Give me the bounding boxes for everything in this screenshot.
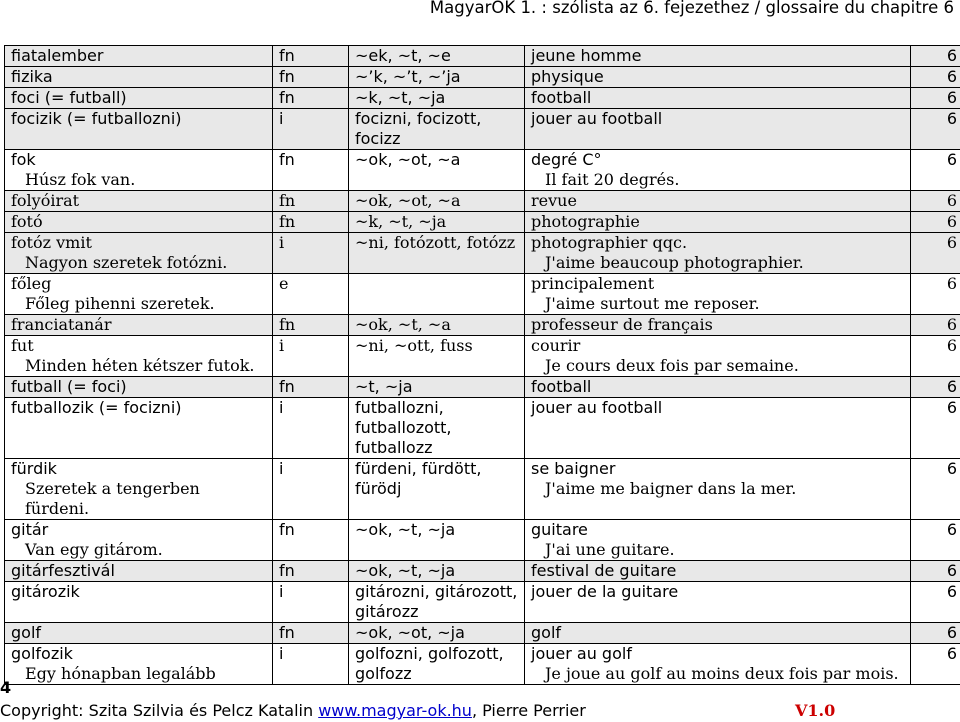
page-number: 4 [0,678,12,697]
translation-cell [525,46,911,67]
chapter-number: 6 [946,644,957,663]
chapter-number: 6 [946,398,957,417]
translation-cell [525,109,911,150]
headword: fotó [11,212,43,231]
glossary-row [5,109,960,150]
translation: football [531,88,592,107]
glossary-row [5,377,960,398]
part-of-speech-cell [273,315,349,336]
headword: gitározik [11,582,80,601]
part-of-speech-cell [273,109,349,150]
translation: principalement [531,274,655,293]
chapter-number: 6 [946,582,957,601]
example-sentence: Húsz fok van. [25,170,136,189]
glossary-table [4,45,960,685]
word-forms: focizni, focizott, focizz [355,109,482,148]
headword-cell [5,109,273,150]
chapter-number: 6 [946,520,957,539]
headword-cell [5,150,273,191]
example-translation: J'aime me baigner dans la mer. [545,479,797,498]
glossary-row [5,561,960,582]
translation: se baigner [531,459,616,478]
word-forms: golfozni, golfozott, golfozz [355,644,504,683]
translation: football [531,377,592,396]
forms-cell [349,67,525,88]
part-of-speech-cell [273,212,349,233]
translation: jouer de la guitare [531,582,679,601]
translation-cell [525,150,911,191]
version-label: V1.0 [795,701,836,720]
part-of-speech-cell [273,520,349,561]
headword: franciatanár [11,315,112,334]
chapter-number: 6 [946,150,957,169]
copyright-text: Copyright: Szita Szilvia és Pelcz Katalin [0,701,319,720]
word-forms: fürdeni, fürdött, fürödj [355,459,482,498]
translation-cell [525,274,911,315]
translation: jouer au golf [531,644,632,663]
headword-cell [5,46,273,67]
part-of-speech: i [279,582,284,601]
headword: fiatalember [11,46,104,65]
chapter-cell [911,398,960,459]
translation-cell [525,212,911,233]
forms-cell [349,150,525,191]
translation: festival de guitare [531,561,677,580]
part-of-speech: e [279,274,289,293]
word-forms: futballozni, futballozott, futballozz [355,398,452,457]
part-of-speech: i [279,336,285,355]
example-sentence: Minden héten kétszer futok. [25,356,255,375]
word-forms: ~ok, ~t, ~ja [355,520,456,539]
chapter-cell [911,644,960,685]
headword-cell [5,377,273,398]
chapter-number: 6 [946,561,957,580]
chapter-cell [911,67,960,88]
headword: fut [11,336,34,355]
headword-cell [5,623,273,644]
translation: photographie [531,212,640,231]
part-of-speech: fn [279,561,295,580]
example-sentence: Van egy gitárom. [25,540,163,559]
headword: golf [11,623,42,642]
chapter-cell [911,459,960,520]
part-of-speech-cell [273,150,349,191]
chapter-number: 6 [946,212,957,231]
word-forms: ~ok, ~ot, ~a [355,150,461,169]
glossary-row [5,398,960,459]
headword-cell [5,67,273,88]
translation-cell [525,88,911,109]
chapter-number: 6 [946,336,957,355]
chapter-cell [911,233,960,274]
translation-cell [525,623,911,644]
translation: courir [531,336,581,355]
forms-cell [349,336,525,377]
chapter-cell [911,109,960,150]
translation: jouer au football [531,398,663,417]
example-translation: Je joue au golf au moins deux fois par mois. [545,664,899,683]
footer-copyright [0,701,586,720]
forms-cell [349,459,525,520]
glossary-row [5,336,960,377]
glossary-row [5,150,960,191]
website-link[interactable]: www.magyar-ok.hu [318,701,472,720]
chapter-cell [911,377,960,398]
headword: futball (= foci) [11,377,127,396]
headword-cell [5,212,273,233]
word-forms: gitározni, gitározott, gitározz [355,582,518,621]
part-of-speech: i [279,109,284,128]
example-sentence: Nagyon szeretek fotózni. [25,253,228,272]
headword-cell [5,336,273,377]
translation-cell [525,336,911,377]
glossary-row [5,582,960,623]
translation-cell [525,67,911,88]
glossary-row [5,191,960,212]
translation-cell [525,191,911,212]
word-forms: ~ok, ~t, ~ja [355,561,456,580]
headword-cell [5,459,273,520]
glossary-row [5,644,960,685]
part-of-speech: fn [279,191,296,210]
headword: golfozik [11,644,73,663]
part-of-speech-cell [273,274,349,315]
headword: fürdik [11,459,57,478]
part-of-speech-cell [273,191,349,212]
headword-cell [5,88,273,109]
chapter-number: 6 [946,88,957,107]
headword: folyóirat [11,191,80,210]
translation: guitare [531,520,588,539]
example-translation: J'ai une guitare. [545,540,675,559]
copyright-suffix: , Pierre Perrier [471,701,586,720]
part-of-speech-cell [273,377,349,398]
part-of-speech-cell [273,233,349,274]
glossary-row [5,212,960,233]
forms-cell [349,46,525,67]
part-of-speech-cell [273,561,349,582]
forms-cell [349,520,525,561]
word-forms: ~ok, ~t, ~a [355,315,451,334]
headword-cell [5,398,273,459]
part-of-speech-cell [273,623,349,644]
part-of-speech: fn [279,377,295,396]
forms-cell [349,274,525,315]
glossary-row [5,315,960,336]
glossary-row [5,233,960,274]
example-sentence: Egy hónapban legalább [25,664,216,683]
forms-cell [349,191,525,212]
part-of-speech: fn [279,315,296,334]
forms-cell [349,212,525,233]
translation: jouer au football [531,109,663,128]
part-of-speech: fn [279,520,295,539]
headword-cell [5,315,273,336]
forms-cell [349,582,525,623]
chapter-cell [911,212,960,233]
chapter-cell [911,582,960,623]
headword: fotóz vmit [11,233,92,252]
word-forms: ~ok, ~ot, ~a [355,191,461,210]
part-of-speech-cell [273,398,349,459]
chapter-number: 6 [946,67,957,86]
forms-cell [349,233,525,274]
forms-cell [349,377,525,398]
translation-cell [525,582,911,623]
translation: jeune homme [531,46,642,65]
headword-cell [5,191,273,212]
forms-cell [349,561,525,582]
forms-cell [349,398,525,459]
glossary-row [5,520,960,561]
word-forms: ~ni, ~ott, fuss [355,336,473,355]
chapter-number: 6 [946,459,957,478]
translation-cell [525,315,911,336]
headword-cell [5,582,273,623]
chapter-number: 6 [946,233,957,252]
forms-cell [349,88,525,109]
forms-cell [349,315,525,336]
headword: fizika [11,67,53,86]
headword-cell [5,644,273,685]
translation: degré C° [531,150,602,169]
headword: futballozik (= focizni) [11,398,182,417]
example-translation: J'aime beaucoup photographier. [545,253,804,272]
example-sentence: Főleg pihenni szeretek. [25,294,215,313]
part-of-speech: fn [279,150,295,169]
glossary-row [5,459,960,520]
glossary-row [5,623,960,644]
glossary-row [5,274,960,315]
part-of-speech: fn [279,212,296,231]
part-of-speech: fn [279,67,295,86]
translation: golf [531,623,562,642]
part-of-speech-cell [273,644,349,685]
forms-cell [349,109,525,150]
part-of-speech: fn [279,46,295,65]
chapter-cell [911,315,960,336]
forms-cell [349,623,525,644]
headword: gitárfesztivál [11,561,115,580]
headword: focizik (= futballozni) [11,109,182,128]
word-forms: ~’k, ~’t, ~’ja [355,67,461,86]
headword-cell [5,561,273,582]
part-of-speech-cell [273,88,349,109]
headword-cell [5,520,273,561]
chapter-cell [911,561,960,582]
word-forms: ~k, ~t, ~ja [355,212,447,231]
part-of-speech-cell [273,336,349,377]
part-of-speech: i [279,398,284,417]
chapter-cell [911,191,960,212]
chapter-cell [911,520,960,561]
part-of-speech-cell [273,67,349,88]
part-of-speech: fn [279,88,295,107]
translation: professeur de français [531,315,713,334]
chapter-cell [911,150,960,191]
page-header-title: MagyarOK 1. : szólista az 6. fejezethez / glossaire du chapitre 6 [429,0,954,17]
headword: fok [11,150,36,169]
word-forms: ~ni, fotózott, fotózz [355,233,516,252]
translation-cell [525,520,911,561]
translation: physique [531,67,604,86]
chapter-number: 6 [946,377,957,396]
part-of-speech: i [279,233,285,252]
word-forms: ~ok, ~ot, ~ja [355,623,465,642]
headword: foci (= futball) [11,88,127,107]
chapter-cell [911,88,960,109]
translation-cell [525,459,911,520]
example-translation: Il fait 20 degrés. [545,170,680,189]
chapter-number: 6 [946,46,957,65]
part-of-speech: i [279,459,284,478]
translation-cell [525,377,911,398]
translation-cell [525,561,911,582]
part-of-speech: i [279,644,284,663]
forms-cell [349,644,525,685]
example-translation: J'aime surtout me reposer. [545,294,760,313]
part-of-speech-cell [273,459,349,520]
translation-cell [525,398,911,459]
chapter-cell [911,623,960,644]
translation-cell [525,644,911,685]
part-of-speech-cell [273,582,349,623]
chapter-number: 6 [946,274,957,293]
word-forms: ~t, ~ja [355,377,413,396]
glossary-row [5,88,960,109]
chapter-cell [911,46,960,67]
headword: főleg [11,274,52,293]
translation-cell [525,233,911,274]
glossary-table-body [5,46,960,685]
chapter-cell [911,336,960,377]
word-forms: ~ek, ~t, ~e [355,46,451,65]
example-sentence: Szeretek a tengerben fürdeni. [25,479,200,518]
chapter-number: 6 [946,315,957,334]
headword-cell [5,233,273,274]
headword-cell [5,274,273,315]
example-translation: Je cours deux fois par semaine. [545,356,799,375]
part-of-speech-cell [273,46,349,67]
part-of-speech: fn [279,623,295,642]
headword: gitár [11,520,49,539]
translation: photographier qqc. [531,233,688,252]
chapter-number: 6 [946,191,957,210]
glossary-row [5,46,960,67]
chapter-cell [911,274,960,315]
word-forms: ~k, ~t, ~ja [355,88,446,107]
chapter-number: 6 [946,109,957,128]
translation: revue [531,191,577,210]
glossary-row [5,67,960,88]
chapter-number: 6 [946,623,957,642]
